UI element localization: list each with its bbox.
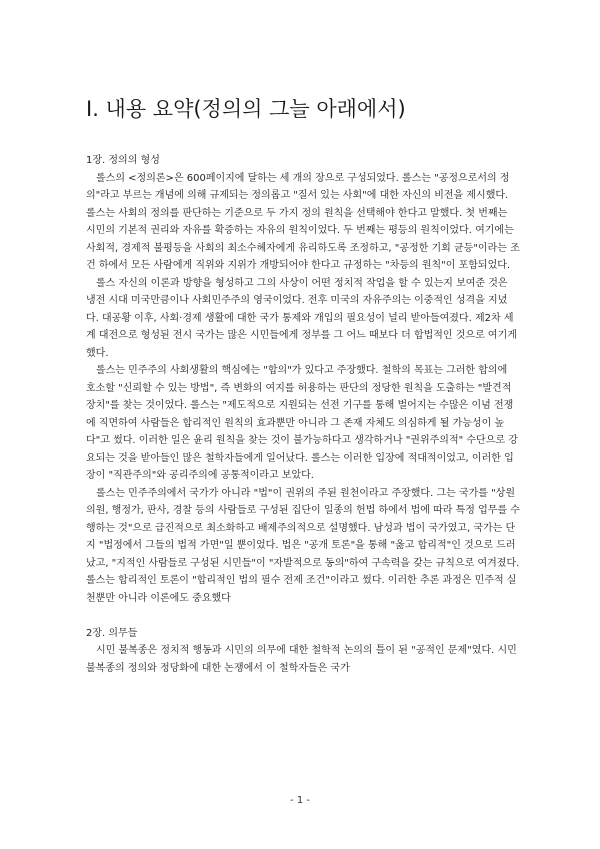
paragraph: 롤스 자신의 이론과 방향을 형성하고 그의 사상이 어떤 정치적 작업을 할 수 있는지 보여준 것은 냉전 시대 미국만큼이나 사회민주주의 영국이었다. 전후 미국의 자유주의는 이중적인 성격을 지녔다. 대공황 이후, 사회·경제 생활에 대한 국가 통제와 개입의 필요성이 널리 받아들여졌다. 제2차 세계 대전으로 형성된 전시 국가는 많은 시민들에게 정부를 그 어느 때보다 더 합법적인 것으로 여기게 했다. bbox=[86, 277, 517, 359]
section-heading-1: 1장. 정의의 형성 bbox=[86, 155, 160, 166]
paragraph: 시민 불복종은 정치적 행동과 시민의 의무에 대한 철학적 논의의 틀이 된 "공적인 문제"였다. 시민 불복종의 정의와 정당화에 대한 논쟁에서 이 철학자들은 국가 bbox=[86, 645, 517, 674]
section-heading-2: 2장. 의무들 bbox=[86, 627, 138, 639]
paragraph: 롤스의 <정의론>은 600페이지에 달하는 세 개의 장으로 구성되었다. 롤스는 "공정으로서의 정의"라고 부르는 개념에 의해 규제되는 정의롭고 "질서 있는 사회"에 대한 자신의 비전을 제시했다. 롤스는 사회의 정의를 판단하는 기준으로 두 가지 정의 원칙을 선택해야 한다고 말했다. 첫 번째는 시민의 기본적 권리와 자유를 확증하는 자유의 원칙이었다. 두 번째는 평등의 원칙이었다. 여기에는 사회적, 경제적 불평등을 사회의 최소수혜자에게 유리하도록 조정하고, "공정한 기회 균등"이라는 조건 하에서 모든 사람에게 직위와 지위가 개방되어야 한다고 규정하는 "차등의 원칙"이 포함되었다. bbox=[86, 172, 520, 271]
page-number: - 1 - bbox=[290, 795, 310, 806]
page-title: I. 내용 요약(정의의 그늘 아래에서) bbox=[86, 97, 406, 121]
paragraph: 롤스는 민주주의에서 국가가 아니라 "법"이 권위의 주된 원천이라고 주장했다. 그는 국가를 "상원 의원, 행정가, 판사, 경찰 등의 사람들로 구성된 집단이 일종의 헌법 하에서 법에 따라 특정 업무를 수행하는 것"으로 급진적으로 최소화하고 배제주의적으로 설명했다. 남성과 법이 국가였고, 국가는 단지 "법정에서 그들의 법적 가면"일 뿐이었다. 법은 "공개 토론"을 통해 "옳고 합리적"인 것으로 드러났고, "지적인 사람들로 구성된 시민들"이 "자발적으로 동의"하여 구속력을 갖는 규칙으로 여겨졌다. 롤스는 합리적인 토론이 "합리적인 법의 필수 전제 조건"이라고 썼다. 이러한 추론 과정은 민주적 실천뿐만 아니라 이론에도 중요했다 bbox=[86, 487, 520, 604]
paragraph: 롤스는 민주주의 사회생활의 핵심에는 "합의"가 있다고 주장했다. 철학의 목표는 그러한 합의에 호소할 "신뢰할 수 있는 방법", 즉 변화의 여지를 허용하는 판단의 정당한 원칙을 도출하는 "발견적 장치"를 찾는 것이었다. 롤스는 "제도적으로 지원되는 선전 기구를 통해 벌어지는 수많은 이념 전쟁에 직면하여 사람들은 합리적인 원칙의 효과뿐만 아니라 그 존재 자체도 의심하게 될 가능성이 높다"고 썼다. 이러한 일은 윤리 원칙을 찾는 것이 불가능하다고 생각하거나 "권위주의적" 수단으로 강요되는 것을 받아들인 많은 철학자들에게 일어났다. 롤스는 이러한 입장에 적대적이었고, 이러한 입장이 "직관주의"와 공리주의에 공통적이라고 보았다. bbox=[86, 365, 518, 481]
document-body bbox=[86, 152, 520, 677]
section-spacer bbox=[86, 607, 520, 625]
